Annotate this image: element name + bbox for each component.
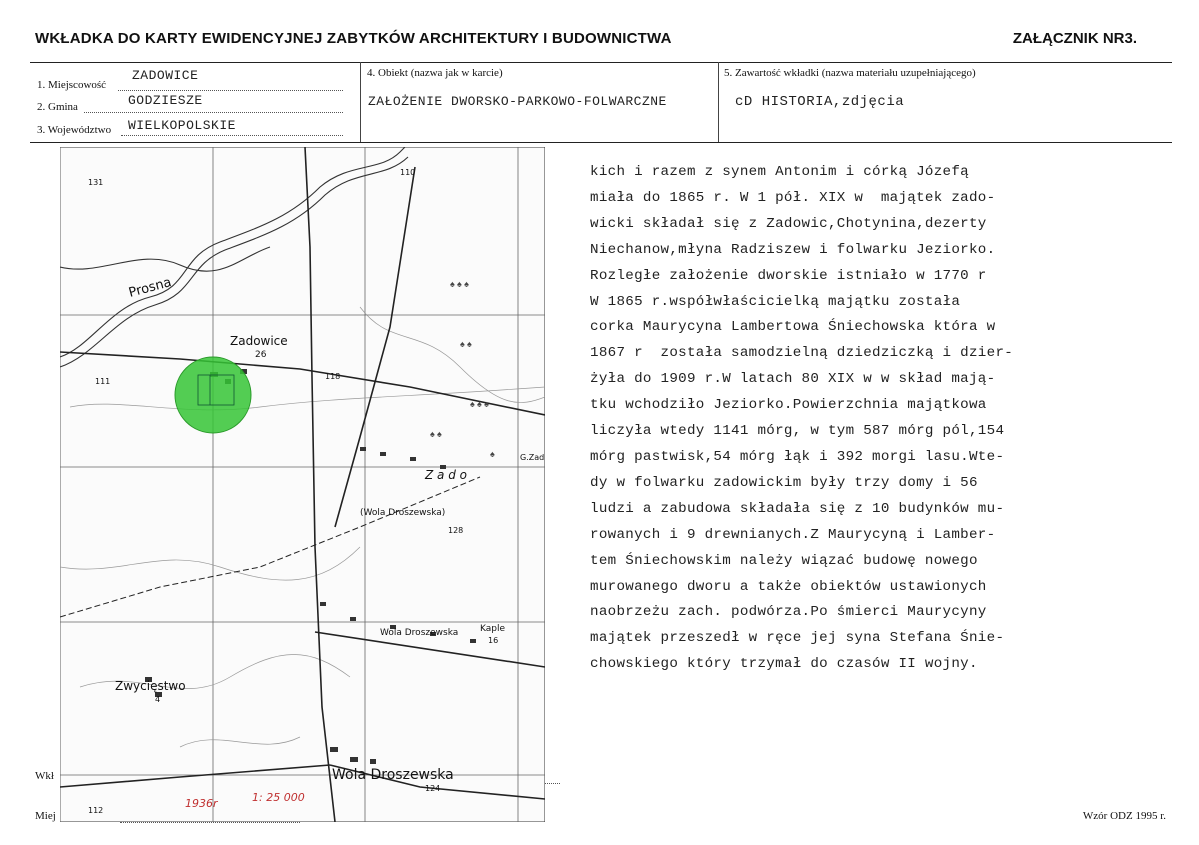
miejscowosc-dots [118, 90, 343, 91]
obiekt-value: ZAŁOŻENIE DWORSKO-PARKOWO-FOLWARCZNE [368, 94, 667, 109]
history-line: dy w folwarku zadowickim były trzy domy i 56 [590, 474, 978, 491]
fields-bottom-rule [30, 142, 1172, 143]
history-line: rowanych i 9 drewnianych.Z Maurycyną i Lamber- [590, 526, 996, 543]
miejscowosc-value: ZADOWICE [132, 68, 199, 83]
annex-number: ZAŁĄCZNIK NR3. [1012, 30, 1137, 47]
label-112: 112 [88, 806, 104, 815]
miejsce-cut-label: Miej [35, 810, 56, 822]
obiekt-label: 4. Obiekt (nazwa jak w karcie) [367, 67, 503, 79]
label-118: 118 [325, 372, 341, 381]
form-title: WKŁADKA DO KARTY EWIDENCYJNEJ ZABYTKÓW ARCHITEKTURY I BUDOWNICTWA [35, 30, 672, 47]
label-zwyciestwo: Zwycięstwo [115, 679, 186, 693]
history-line: majątek przeszedł w ręce jej syna Stefana Śnie- [590, 630, 1005, 647]
handwritten-scale: 1: 25 000 [252, 791, 305, 804]
wkladka-cut-label: Wkł [35, 770, 54, 782]
zawartosc-value: cD HISTORIA,zdjęcia [735, 94, 905, 110]
top-rule [30, 62, 1172, 63]
column-divider-2 [718, 62, 719, 142]
history-line: kich i razem z synem Antonim i córką Józefą [590, 164, 969, 180]
label-wola-droszewska-1: (Wola Droszewska) [360, 508, 446, 518]
label-wola-droszewska-2: Wola Droszewska [380, 628, 459, 638]
label-kaple: Kaple [480, 624, 506, 634]
label-zadowice: Zadowice [230, 334, 288, 348]
label-124: 124 [425, 784, 441, 793]
svg-text:♠ ♠ ♠: ♠ ♠ ♠ [450, 279, 469, 289]
label-zadowice-grid: Z a d o [425, 468, 467, 482]
form-version: Wzór ODZ 1995 r. [1082, 810, 1166, 822]
history-text [590, 160, 1090, 678]
history-line: liczyła wtedy 1141 mórg, w tym 587 mórg pól,154 [590, 423, 1005, 440]
label-110: 110 [400, 168, 416, 177]
history-line: chowskiego który trzymał do czasów II wojny. [590, 656, 978, 673]
svg-text:♠ ♠: ♠ ♠ [460, 339, 472, 349]
history-line: 1867 r została samodzielną dziedziczką i dzier- [590, 345, 1014, 362]
history-line: tku wchodziło Jeziorko.Powierzchnia majątkowa [590, 397, 987, 414]
label-prosna: Prosna [127, 275, 174, 301]
column-divider-1 [360, 62, 361, 142]
miejscowosc-label: 1. Miejscowość [37, 79, 107, 91]
label-4: 4 [155, 695, 161, 704]
history-line: tem Śniechowskim należy wiązać budowę nowego [590, 552, 978, 569]
history-line: murowanego dworu a także obiektów ustawionych [590, 578, 987, 595]
manor-highlight-circle [175, 357, 251, 433]
handwritten-year: 1936r [185, 797, 218, 810]
gmina-label: 2. Gmina [37, 101, 78, 113]
history-line: Rozległe założenie dworskie istniało w 1770 r [590, 267, 987, 284]
history-line: corka Maurycyna Lambertowa Śniechowska która w [590, 319, 996, 336]
label-111: 111 [95, 377, 111, 386]
svg-text:♠ ♠ ♠: ♠ ♠ ♠ [470, 399, 489, 409]
svg-text:♠ ♠: ♠ ♠ [430, 429, 442, 439]
gmina-value: GODZIESZE [128, 93, 203, 108]
gmina-dots [84, 112, 343, 113]
zawartosc-label: 5. Zawartość wkładki (nazwa materiału uzupełniającego) [724, 67, 976, 79]
history-line: wicki składał się z Zadowic,Chotynina,dezerty [590, 215, 987, 232]
label-wola-droszewska-big: Wola Droszewska [332, 767, 454, 783]
history-line: naobrzeżu zach. podwórza.Po śmierci Maurycyny [590, 604, 987, 621]
wojewodztwo-dots [121, 135, 343, 136]
history-line: miała do 1865 r. W 1 pół. XIX w majątek zado- [590, 189, 996, 206]
history-line: mórg pastwisk,54 mórg łąk i 392 morgi lasu.Wte- [590, 448, 1005, 465]
label-128: 128 [448, 526, 464, 535]
label-16: 16 [488, 636, 499, 645]
label-26: 26 [255, 350, 267, 360]
history-line: żyła do 1909 r.W latach 80 XIX w w skład mają- [590, 371, 996, 388]
svg-text:♠: ♠ [490, 449, 495, 459]
wojewodztwo-label: 3. Województwo [37, 124, 112, 136]
history-line: Niechanow,młyna Radziszew i folwarku Jeziorko. [590, 241, 996, 258]
history-line: W 1865 r.współwłaścicielką majątku została [590, 293, 961, 310]
wojewodztwo-value: WIELKOPOLSKIE [128, 118, 236, 133]
label-131: 131 [88, 178, 104, 187]
history-line: ludzi a zabudowa składała się z 10 budynków mu- [590, 500, 1005, 517]
label-g-zad: G.Zad [520, 453, 545, 462]
miejsce-dots [120, 822, 300, 823]
topographic-map [60, 147, 545, 822]
